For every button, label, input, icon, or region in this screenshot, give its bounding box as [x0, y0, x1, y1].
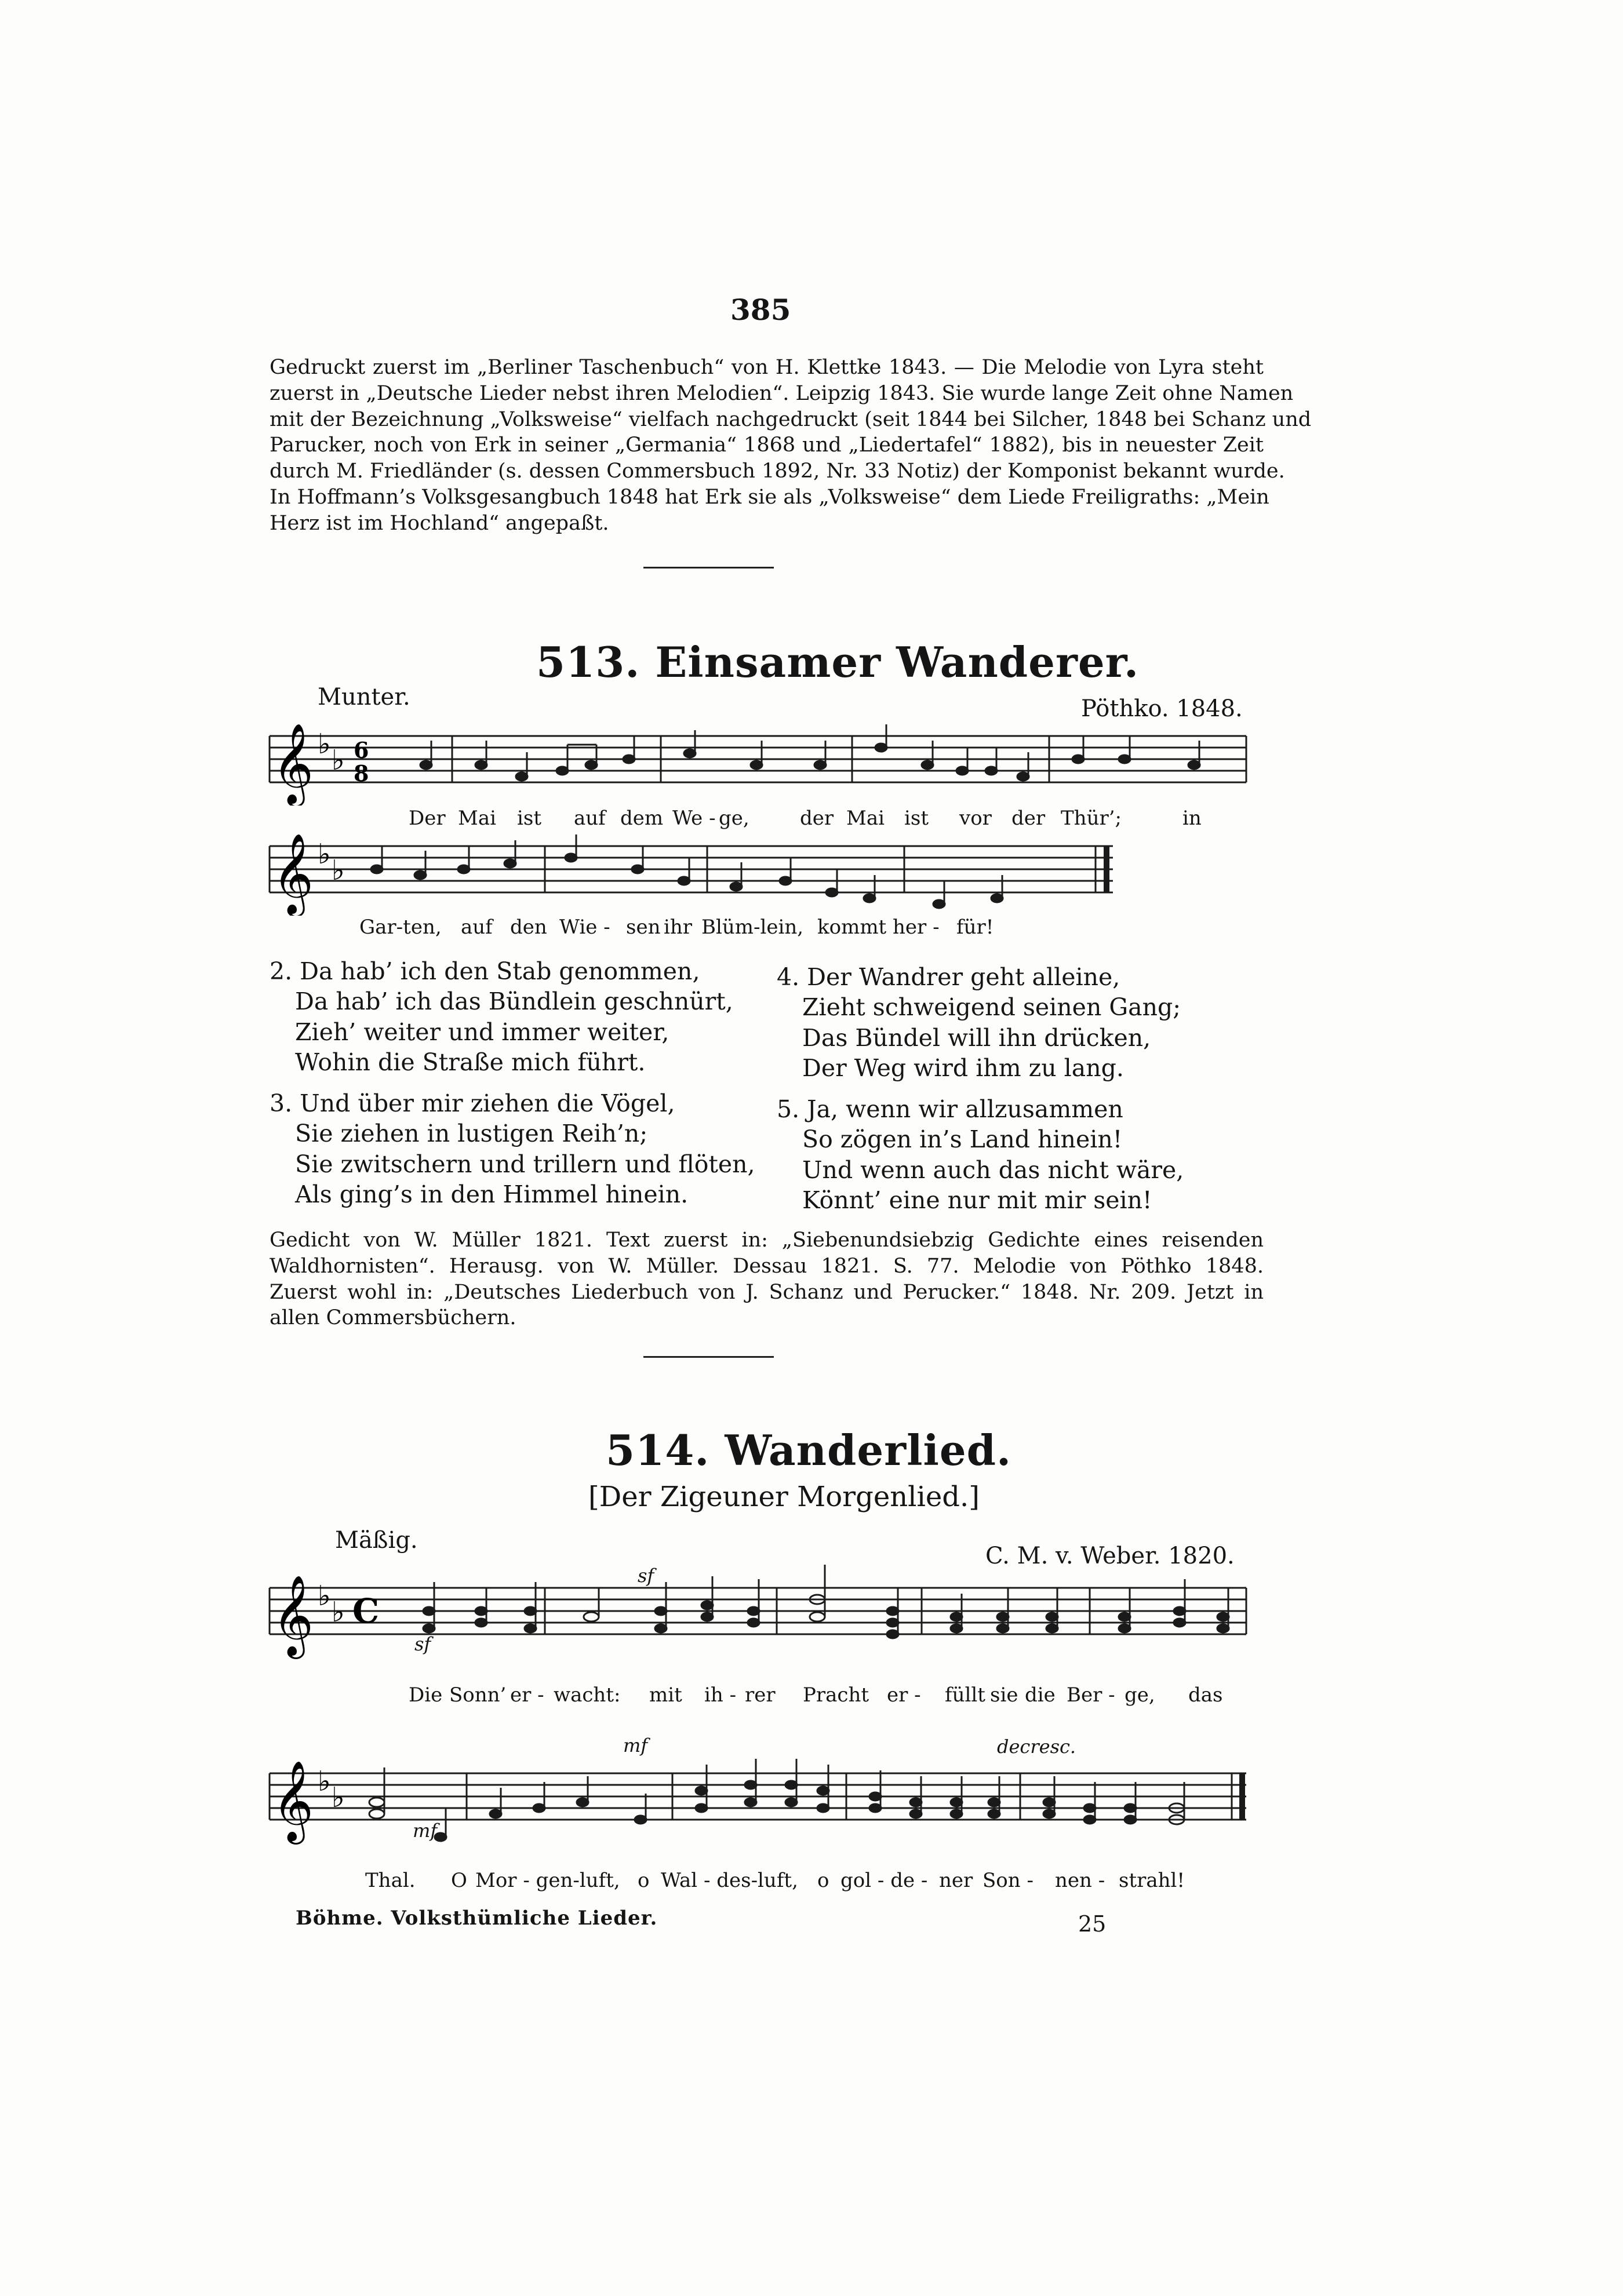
- treble-clef-icon: 𝄞: [272, 723, 314, 804]
- lyric-syllable: strahl!: [1119, 1869, 1185, 1892]
- lyric-syllable: für!: [956, 916, 994, 939]
- lyric-syllable: gol - de -: [840, 1869, 928, 1892]
- lyric-syllable: Gar-ten,: [359, 916, 442, 939]
- svg-text:8: 8: [354, 760, 369, 786]
- lyric-syllable: Der: [409, 807, 446, 830]
- note-line-last: allen Commersbüchern.: [270, 1306, 516, 1330]
- song-513-lyrics-2: [0, 916, 1623, 945]
- dynamic-marking: mf: [623, 1734, 648, 1756]
- lyric-syllable: O: [451, 1869, 467, 1892]
- lyric-syllable: Sonn’: [449, 1683, 507, 1707]
- dynamic-marking: mf: [413, 1820, 438, 1842]
- stanza-line: Wohin die Straße mich führt.: [295, 1048, 646, 1077]
- lyric-syllable: füllt: [945, 1683, 985, 1707]
- time-signature-icon: 6: [354, 737, 369, 763]
- lyric-syllable: vor: [959, 807, 992, 830]
- lyric-syllable: Wal - des-luft,: [661, 1869, 798, 1892]
- stanza-line: Und wenn auch das nicht wäre,: [802, 1156, 1184, 1184]
- stanza-number: 2.: [270, 957, 293, 985]
- lyric-syllable: ge,: [719, 807, 749, 830]
- lyric-syllable: der: [1011, 807, 1046, 830]
- lyric-syllable: sen: [626, 916, 661, 939]
- song-513-stanza-3: [270, 1088, 755, 1210]
- note-line: Gedicht von W. Müller 1821. Text zuerst in: „Siebenundsiebzig Gedichte eines reisenden: [270, 1229, 1264, 1252]
- stanza-number: 3.: [270, 1089, 293, 1117]
- page-number: 385: [730, 293, 791, 327]
- song-513-note: [270, 1227, 1264, 1331]
- song-514-lyrics-1: [0, 1683, 1623, 1712]
- treble-clef-icon: 𝄞: [272, 833, 314, 914]
- lyric-syllable: dem: [620, 807, 664, 830]
- lyric-syllable: o: [638, 1869, 650, 1892]
- song-513-staff-1: [267, 713, 1252, 806]
- song-513-stanza-4: [777, 962, 1181, 1084]
- lyric-syllable: We -: [672, 807, 716, 830]
- song-514-title: 514. Wanderlied.: [606, 1426, 1012, 1475]
- stanza-line: Als ging’s in den Himmel hinein.: [295, 1180, 689, 1209]
- stanza-line: Der Weg wird ihm zu lang.: [802, 1054, 1124, 1083]
- lyric-syllable: auf: [461, 916, 493, 939]
- lyric-syllable: wacht:: [554, 1683, 621, 1707]
- dynamic-marking: sf: [414, 1633, 431, 1655]
- song-514-staff-2: [267, 1733, 1252, 1872]
- lyric-syllable: Mai: [846, 807, 885, 830]
- stanza-line: Zieht schweigend seinen Gang;: [802, 993, 1181, 1022]
- stanza-line: Könnt’ eine nur mit mir sein!: [802, 1186, 1152, 1215]
- flat-sign-icon: ♭: [318, 1765, 331, 1798]
- lyric-syllable: ner: [939, 1869, 973, 1892]
- song-513-composer: Pöthko. 1848.: [1081, 695, 1243, 722]
- stanza-line: Der Wandrer geht alleine,: [807, 963, 1120, 991]
- intro-note-line: In Hoffmann’s Volksgesangbuch 1848 hat Erk sie als „Volksweise“ dem Liede Freiligraths: „Mein: [270, 485, 1269, 509]
- lyric-syllable: auf: [574, 807, 606, 830]
- lyric-syllable: Thal.: [365, 1869, 416, 1892]
- lyric-syllable: Die: [409, 1683, 443, 1707]
- stanza-line: Da hab’ ich den Stab genommen,: [300, 957, 700, 985]
- lyric-syllable: der: [800, 807, 834, 830]
- intro-note-line: durch M. Friedländer (s. dessen Commersbuch 1892, Nr. 33 Notiz) der Komponist bekannt wurde.: [270, 460, 1285, 483]
- lyric-syllable: her -: [893, 916, 940, 939]
- song-513-staff-2: [267, 823, 1252, 916]
- intro-note-line: mit der Bezeichnung „Volksweise“ vielfach nachgedruckt (seit 1844 bei Silcher, 1848 bei Schanz und: [270, 407, 1312, 431]
- lyric-syllable: er -: [887, 1683, 921, 1707]
- lyric-syllable: das: [1188, 1683, 1223, 1707]
- stanza-line: Zieh’ weiter und immer weiter,: [295, 1018, 669, 1046]
- treble-clef-icon: 𝄞: [272, 1761, 314, 1841]
- stanza-line: Sie zwitschern und trillern und flöten,: [295, 1150, 755, 1178]
- lyric-syllable: ihr: [664, 916, 693, 939]
- song-514-staff-1: [267, 1547, 1252, 1681]
- intro-note: [270, 355, 1312, 537]
- common-time-icon: C: [352, 1591, 380, 1631]
- flat-sign-icon: ♭: [332, 854, 345, 887]
- intro-note-line: Parucker, noch von Erk in seiner „Germania“ 1868 und „Liedertafel“ 1882), bis in neuester Zeit: [270, 433, 1264, 457]
- intro-note-line-last: Herz ist im Hochland“ angepaßt.: [270, 511, 609, 535]
- flat-sign-icon: ♭: [332, 744, 345, 777]
- lyric-syllable: rer: [745, 1683, 776, 1707]
- stanza-line: Sie ziehen in lustigen Reih’n;: [295, 1120, 648, 1148]
- song-513-stanza-5: [777, 1094, 1184, 1216]
- flat-sign-icon: ♭: [332, 1596, 345, 1628]
- stanza-number: 5.: [777, 1095, 800, 1123]
- stanza-line: Das Bündel will ihn drücken,: [802, 1023, 1151, 1052]
- lyric-syllable: ge,: [1125, 1683, 1155, 1707]
- treble-clef-icon: 𝄞: [272, 1575, 314, 1656]
- lyric-syllable: Pracht: [803, 1683, 869, 1707]
- lyric-syllable: Mor - gen-luft,: [475, 1869, 620, 1892]
- stanza-line: Ja, wenn wir allzusammen: [807, 1095, 1123, 1123]
- note-line: Zuerst wohl in: „Deutsches Liederbuch von J. Schanz und Perucker.“ 1848. Nr. 209. Jetzt in: [270, 1280, 1264, 1304]
- flat-sign-icon: ♭: [332, 1781, 345, 1814]
- flat-sign-icon: ♭: [318, 728, 331, 760]
- song-513-tempo: Munter.: [318, 684, 410, 710]
- stanza-number: 4.: [777, 963, 800, 991]
- intro-note-line: zuerst in „Deutsche Lieder nebst ihren Melodien“. Leipzig 1843. Sie wurde lange Zeit ohne Namen: [270, 381, 1294, 405]
- lyric-syllable: die: [1025, 1683, 1056, 1707]
- song-514-lyrics-2: [0, 1869, 1623, 1898]
- section-divider: [643, 567, 774, 568]
- section-divider: [643, 1356, 774, 1358]
- lyric-syllable: Mai: [458, 807, 496, 830]
- lyric-syllable: Blüm-lein,: [701, 916, 804, 939]
- lyric-syllable: Son -: [982, 1869, 1034, 1892]
- flat-sign-icon: ♭: [318, 1580, 331, 1612]
- lyric-syllable: o: [817, 1869, 829, 1892]
- stanza-line: Und über mir ziehen die Vögel,: [300, 1089, 675, 1117]
- dynamic-marking: sf: [638, 1565, 654, 1587]
- lyric-syllable: Ber -: [1067, 1683, 1115, 1707]
- stanza-line: Da hab’ ich das Bündlein geschnürt,: [295, 987, 733, 1016]
- lyric-syllable: Thür’;: [1061, 807, 1122, 830]
- intro-note-line: Gedruckt zuerst im „Berliner Taschenbuch“ von H. Klettke 1843. — Die Melodie von Lyra steht: [270, 356, 1264, 379]
- song-514-tempo: Mäßig.: [335, 1527, 418, 1554]
- song-514-composer: C. M. v. Weber. 1820.: [985, 1543, 1235, 1569]
- lyric-syllable: kommt: [817, 916, 887, 939]
- lyric-syllable: ist: [904, 807, 929, 830]
- flat-sign-icon: ♭: [318, 838, 331, 870]
- lyric-syllable: mit: [649, 1683, 682, 1707]
- lyric-syllable: nen -: [1055, 1869, 1105, 1892]
- lyric-syllable: den: [510, 916, 547, 939]
- song-513-title: 513. Einsamer Wanderer.: [536, 637, 1140, 687]
- lyric-syllable: in: [1182, 807, 1202, 830]
- lyric-syllable: ih -: [704, 1683, 737, 1707]
- stanza-line: So zögen in’s Land hinein!: [802, 1125, 1123, 1154]
- lyric-syllable: ist: [517, 807, 541, 830]
- footer-source: Böhme. Volksthümliche Lieder.: [296, 1907, 658, 1930]
- song-513-stanza-2: [270, 956, 733, 1078]
- dynamic-marking: decresc.: [997, 1736, 1076, 1758]
- footer-signature-number: 25: [1078, 1911, 1107, 1937]
- note-line: Waldhornisten“. Herausg. von W. Müller. Dessau 1821. S. 77. Melodie von Pöthko 1848.: [270, 1254, 1264, 1278]
- lyric-syllable: er -: [510, 1683, 544, 1707]
- lyric-syllable: sie: [990, 1683, 1018, 1707]
- lyric-syllable: Wie -: [559, 916, 610, 939]
- song-514-subtitle: [Der Zigeuner Morgenlied.]: [588, 1481, 980, 1513]
